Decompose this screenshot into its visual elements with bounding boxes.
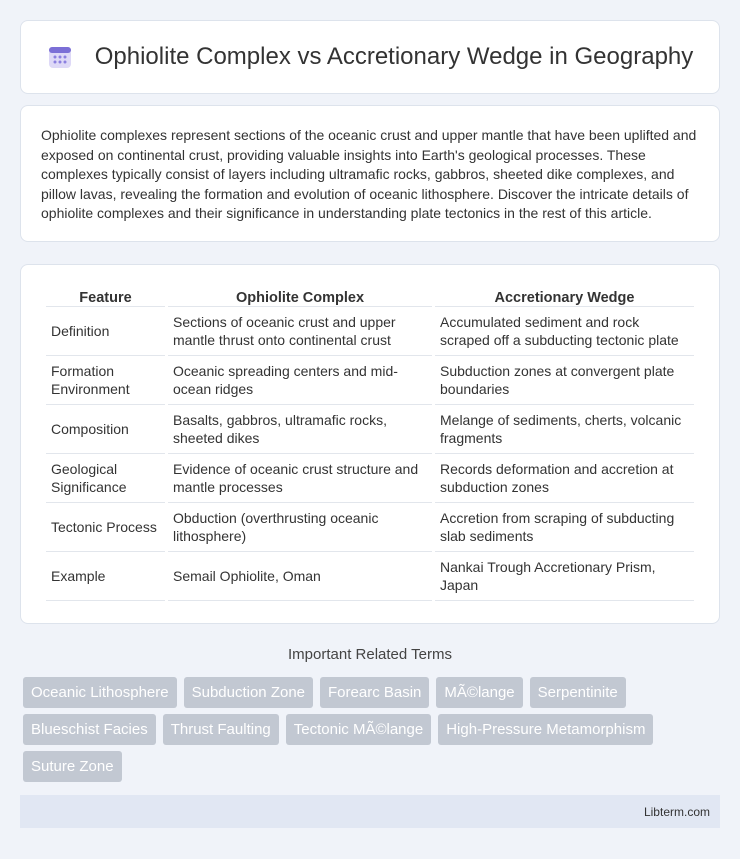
page-title: Ophiolite Complex vs Accretionary Wedge in Geography: [94, 43, 694, 70]
footer: [20, 795, 720, 828]
term-tag-forearc-basin[interactable]: Forearc Basin: [320, 677, 429, 708]
cell-feature: Tectonic Process: [46, 503, 165, 552]
cell-feature: Geological Significance: [46, 454, 165, 503]
table-row: [46, 356, 694, 405]
term-tag-thrust-faulting[interactable]: Thrust Faulting: [163, 714, 279, 745]
cell-feature: Composition: [46, 405, 165, 454]
table-row: [46, 552, 694, 601]
table-row: [46, 503, 694, 552]
cell-ophiolite: Semail Ophiolite, Oman: [168, 552, 432, 601]
cell-accretionary: Accumulated sediment and rock scraped off a subducting tectonic plate: [435, 307, 694, 356]
term-tag-melange[interactable]: MÃ©lange: [436, 677, 522, 708]
term-tag-subduction-zone[interactable]: Subduction Zone: [184, 677, 313, 708]
cell-feature: Formation Environment: [46, 356, 165, 405]
comparison-table: [43, 285, 697, 601]
table-header-row: [46, 285, 694, 307]
table-row: [46, 454, 694, 503]
term-tag-suture-zone[interactable]: Suture Zone: [23, 751, 122, 782]
intro-paragraph: Ophiolite complexes represent sections of the oceanic crust and upper mantle that have been uplifted and exposed on continental crust, providing valuable insights into Earth's geological processes. These complexes typically consist of layers including ultramafic rocks, gabbros, sheeted dike complexes, and pillow lavas, revealing the formation and evolution of oceanic lithosphere. Discover the intricate details of ophiolite complexes and their significance in understanding plate tectonics in the rest of this article.: [41, 127, 697, 221]
related-terms-heading: Important Related Terms: [288, 646, 452, 663]
comparison-card: [20, 264, 720, 624]
header-accretionary: Accretionary Wedge: [435, 285, 694, 307]
intro-card: [20, 105, 720, 242]
term-tag-oceanic-lithosphere[interactable]: Oceanic Lithosphere: [23, 677, 177, 708]
term-tag-tectonic-melange[interactable]: Tectonic MÃ©lange: [286, 714, 431, 745]
cell-ophiolite: Basalts, gabbros, ultramafic rocks, sheeted dikes: [168, 405, 432, 454]
cell-feature: Definition: [46, 307, 165, 356]
cell-accretionary: Nankai Trough Accretionary Prism, Japan: [435, 552, 694, 601]
table-row: [46, 405, 694, 454]
cell-ophiolite: Sections of oceanic crust and upper mantle thrust onto continental crust: [168, 307, 432, 356]
cell-ophiolite: Evidence of oceanic crust structure and mantle processes: [168, 454, 432, 503]
cell-accretionary: Subduction zones at convergent plate boundaries: [435, 356, 694, 405]
term-tag-blueschist-facies[interactable]: Blueschist Facies: [23, 714, 156, 745]
footer-brand[interactable]: Libterm.com: [643, 805, 710, 819]
cell-accretionary: Melange of sediments, cherts, volcanic fragments: [435, 405, 694, 454]
cell-ophiolite: Oceanic spreading centers and mid-ocean ridges: [168, 356, 432, 405]
header-ophiolite: Ophiolite Complex: [168, 285, 432, 307]
title-card: [20, 20, 720, 94]
cell-accretionary: Accretion from scraping of subducting slab sediments: [435, 503, 694, 552]
cell-feature: Example: [46, 552, 165, 601]
cell-accretionary: Records deformation and accretion at subduction zones: [435, 454, 694, 503]
related-terms-list: [23, 677, 723, 788]
table-row: [46, 307, 694, 356]
header-feature: Feature: [46, 285, 165, 307]
term-tag-high-pressure-metamorphism[interactable]: High-Pressure Metamorphism: [438, 714, 653, 745]
calendar-icon: [47, 44, 73, 70]
term-tag-serpentinite[interactable]: Serpentinite: [530, 677, 626, 708]
cell-ophiolite: Obduction (overthrusting oceanic lithosphere): [168, 503, 432, 552]
